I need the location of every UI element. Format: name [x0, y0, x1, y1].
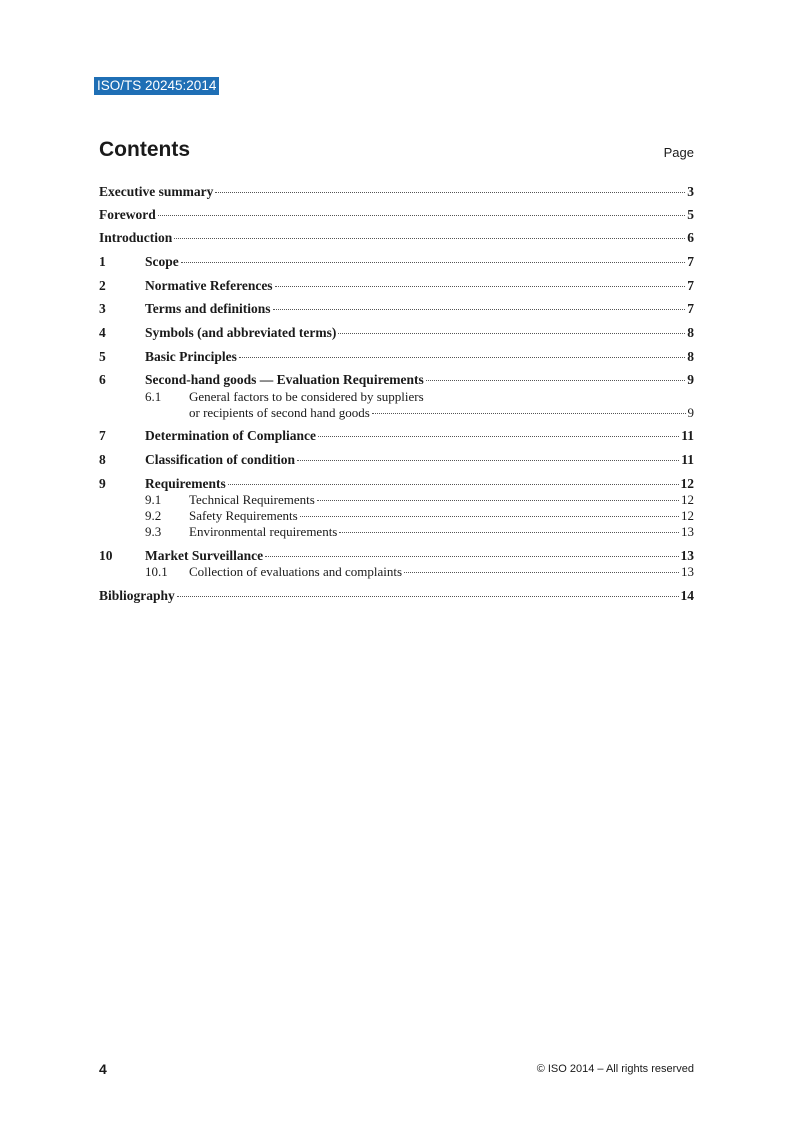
toc-label: Market Surveillance [145, 548, 264, 563]
toc-entry-normative-references[interactable] [99, 277, 694, 295]
dot-leader [300, 516, 679, 517]
toc-number: 6.1 [145, 389, 162, 404]
toc-page: 8 [687, 349, 694, 364]
dot-leader [318, 436, 679, 437]
toc-page: 9 [687, 372, 694, 387]
toc-label: Scope [145, 254, 179, 269]
toc-number: 9.3 [145, 524, 162, 539]
toc-label: Safety Requirements [189, 508, 298, 523]
toc-label: Normative References [145, 278, 273, 293]
toc-page: 11 [681, 452, 694, 467]
toc-entry-general-factors[interactable] [99, 389, 694, 421]
toc-label: Foreword [99, 207, 156, 222]
toc-label-line2: or recipients of second hand goods [189, 405, 370, 420]
toc-entry-environmental-requirements[interactable] [99, 524, 694, 540]
toc-label: Collection of evaluations and complaints [189, 564, 403, 579]
page-column-label: Page [663, 145, 694, 160]
toc-number: 9.1 [145, 492, 162, 507]
dot-leader [297, 460, 679, 461]
toc-number: 8 [99, 452, 106, 467]
copyright-notice: © ISO 2014 – All rights reserved [536, 1063, 694, 1075]
dot-leader [372, 413, 686, 414]
toc-entry-introduction[interactable] [99, 229, 694, 247]
toc-page: 3 [687, 184, 694, 199]
dot-leader [177, 596, 679, 597]
toc-page: 12 [680, 476, 694, 491]
dot-leader [404, 572, 679, 573]
toc-label: Classification of condition [145, 452, 296, 467]
toc-entry-determination-of-compliance[interactable] [99, 427, 694, 445]
page-title: Contents [99, 138, 190, 161]
toc-entry-technical-requirements[interactable] [99, 492, 694, 508]
toc-number: 2 [99, 278, 106, 293]
toc-label: Second-hand goods — Evaluation Requirements [145, 372, 424, 387]
toc-entry-requirements[interactable] [99, 475, 694, 493]
dot-leader [158, 215, 686, 216]
toc-number: 4 [99, 325, 106, 340]
dot-leader [273, 309, 686, 310]
toc-page: 13 [681, 564, 694, 579]
toc-number: 1 [99, 254, 106, 269]
toc-entry-foreword[interactable] [99, 206, 694, 224]
toc-number: 10 [99, 548, 113, 563]
toc-page: 5 [687, 207, 694, 222]
toc-number: 9.2 [145, 508, 162, 523]
page-number: 4 [99, 1061, 107, 1077]
toc-label: Executive summary [99, 184, 214, 199]
toc-entry-market-surveillance[interactable] [99, 547, 694, 565]
toc-label: Requirements [145, 476, 226, 491]
dot-leader [265, 556, 678, 557]
toc-entry-second-hand-goods[interactable] [99, 371, 694, 389]
toc-entry-safety-requirements[interactable] [99, 508, 694, 524]
toc-entry-executive-summary[interactable] [99, 183, 694, 201]
toc-page: 12 [681, 508, 694, 523]
toc-page: 13 [680, 548, 694, 563]
toc-page: 7 [687, 278, 694, 293]
toc-page: 13 [681, 524, 694, 539]
toc-number: 9 [99, 476, 106, 491]
toc-entry-terms-and-definitions[interactable] [99, 300, 694, 318]
toc-entry-basic-principles[interactable] [99, 348, 694, 366]
dot-leader [181, 262, 686, 263]
toc-page: 6 [687, 230, 694, 245]
toc-entry-scope[interactable] [99, 253, 694, 271]
toc-number: 6 [99, 372, 106, 387]
dot-leader [338, 333, 685, 334]
toc-page: 11 [681, 428, 694, 443]
toc-page: 9 [687, 405, 694, 420]
toc-page: 14 [680, 588, 694, 603]
toc-entry-collection-of-evaluations[interactable] [99, 564, 694, 580]
toc-label: Introduction [99, 230, 173, 245]
toc-number: 10.1 [145, 564, 168, 579]
dot-leader [215, 192, 685, 193]
toc-page: 7 [687, 301, 694, 316]
toc-label-line1: General factors to be considered by suppliers [189, 389, 424, 404]
toc-entry-classification-of-condition[interactable] [99, 451, 694, 469]
toc-page: 8 [687, 325, 694, 340]
toc-label: Terms and definitions [145, 301, 271, 316]
toc-label: Determination of Compliance [145, 428, 316, 443]
toc-number: 3 [99, 301, 106, 316]
dot-leader [339, 532, 679, 533]
toc-label: Environmental requirements [189, 524, 338, 539]
dot-leader [174, 238, 685, 239]
toc-label: Symbols (and abbreviated terms) [145, 325, 337, 340]
toc-number: 5 [99, 349, 106, 364]
toc-page: 12 [681, 492, 694, 507]
toc-entry-bibliography[interactable] [99, 587, 694, 605]
toc-entry-symbols[interactable] [99, 324, 694, 342]
dot-leader [317, 500, 679, 501]
dot-leader [275, 286, 686, 287]
toc-page: 7 [687, 254, 694, 269]
dot-leader [426, 380, 685, 381]
toc-label: Bibliography [99, 588, 175, 603]
toc-number: 7 [99, 428, 106, 443]
toc-label: Basic Principles [145, 349, 237, 364]
dot-leader [228, 484, 679, 485]
dot-leader [239, 357, 685, 358]
toc-label: Technical Requirements [189, 492, 315, 507]
document-id-badge: ISO/TS 20245:2014 [94, 77, 219, 95]
